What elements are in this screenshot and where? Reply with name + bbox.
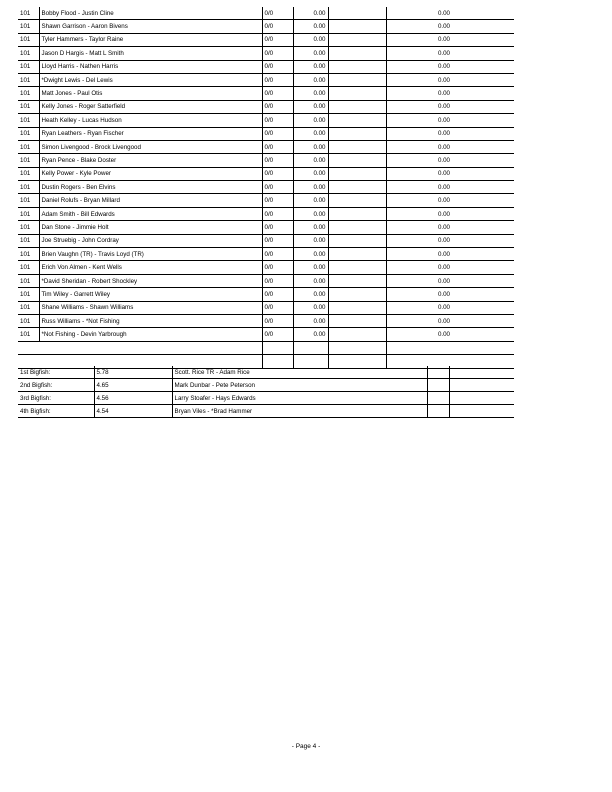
bigfish-label: 4th Bigfish: <box>18 405 94 418</box>
weight-cell: 0.00 <box>293 33 328 46</box>
winnings-cell: 0.00 <box>386 167 514 180</box>
place-cell: 101 <box>18 73 39 86</box>
winnings-cell: 0.00 <box>386 60 514 73</box>
fish-count-cell: 0/0 <box>262 47 293 60</box>
winnings-cell: 0.00 <box>386 127 514 140</box>
blank-cell <box>449 366 514 379</box>
blank-cell <box>328 127 386 140</box>
blank-cell <box>262 341 293 354</box>
winnings-cell: 0.00 <box>386 221 514 234</box>
place-cell: 101 <box>18 167 39 180</box>
team-cell: *Dwight Lewis - Del Lewis <box>39 73 262 86</box>
place-cell: 101 <box>18 274 39 287</box>
winnings-cell: 0.00 <box>386 328 514 341</box>
fish-count-cell: 0/0 <box>262 60 293 73</box>
place-cell: 101 <box>18 288 39 301</box>
blank-cell <box>328 33 386 46</box>
fish-count-cell: 0/0 <box>262 194 293 207</box>
table-row <box>18 288 514 301</box>
team-cell: Joe Struebig - John Cordray <box>39 234 262 247</box>
weight-cell: 0.00 <box>293 167 328 180</box>
winnings-cell: 0.00 <box>386 234 514 247</box>
weight-cell: 0.00 <box>293 154 328 167</box>
team-cell: Kelly Power - Kyle Power <box>39 167 262 180</box>
table-row <box>18 20 514 33</box>
table-row <box>18 301 514 314</box>
fish-count-cell: 0/0 <box>262 301 293 314</box>
fish-count-cell: 0/0 <box>262 100 293 113</box>
bigfish-label: 1st Bigfish: <box>18 366 94 379</box>
table-row <box>18 207 514 220</box>
place-cell: 101 <box>18 140 39 153</box>
fish-count-cell: 0/0 <box>262 181 293 194</box>
place-cell: 101 <box>18 20 39 33</box>
winnings-cell: 0.00 <box>386 207 514 220</box>
table-row <box>18 87 514 100</box>
blank-cell <box>328 140 386 153</box>
weight-cell: 0.00 <box>293 127 328 140</box>
blank-cell <box>328 47 386 60</box>
team-cell: Shawn Garrison - Aaron Bivens <box>39 20 262 33</box>
table-row <box>18 194 514 207</box>
blank-cell <box>328 154 386 167</box>
weight-cell: 0.00 <box>293 328 328 341</box>
blank-cell <box>328 100 386 113</box>
fish-count-cell: 0/0 <box>262 7 293 20</box>
winnings-cell: 0.00 <box>386 87 514 100</box>
winnings-cell: 0.00 <box>386 261 514 274</box>
winnings-cell: 0.00 <box>386 314 514 327</box>
fish-count-cell: 0/0 <box>262 154 293 167</box>
winnings-cell: 0.00 <box>386 7 514 20</box>
results-table <box>18 7 514 369</box>
blank-cell <box>18 341 39 354</box>
blank-cell <box>427 379 449 392</box>
bigfish-weight: 4.65 <box>94 379 172 392</box>
fish-count-cell: 0/0 <box>262 33 293 46</box>
weight-cell: 0.00 <box>293 207 328 220</box>
fish-count-cell: 0/0 <box>262 140 293 153</box>
blank-cell <box>328 341 386 354</box>
place-cell: 101 <box>18 261 39 274</box>
team-cell: Ryan Pence - Blake Doster <box>39 154 262 167</box>
blank-cell <box>328 274 386 287</box>
table-row <box>18 234 514 247</box>
blank-cell <box>328 248 386 261</box>
blank-cell <box>427 366 449 379</box>
fish-count-cell: 0/0 <box>262 314 293 327</box>
fish-count-cell: 0/0 <box>262 248 293 261</box>
weight-cell: 0.00 <box>293 314 328 327</box>
blank-cell <box>39 341 262 354</box>
team-cell: Erich Von Almen - Kent Wells <box>39 261 262 274</box>
blank-cell <box>328 207 386 220</box>
place-cell: 101 <box>18 7 39 20</box>
fish-count-cell: 0/0 <box>262 234 293 247</box>
table-row <box>18 140 514 153</box>
place-cell: 101 <box>18 33 39 46</box>
blank-cell <box>328 87 386 100</box>
bigfish-team: Bryan Viles - *Brad Hammer <box>172 405 427 418</box>
fish-count-cell: 0/0 <box>262 207 293 220</box>
winnings-cell: 0.00 <box>386 20 514 33</box>
table-row <box>18 261 514 274</box>
weight-cell: 0.00 <box>293 7 328 20</box>
place-cell: 101 <box>18 234 39 247</box>
blank-cell <box>328 167 386 180</box>
team-cell: Brien Vaughn (TR) - Travis Loyd (TR) <box>39 248 262 261</box>
blank-cell <box>328 7 386 20</box>
blank-cell <box>328 288 386 301</box>
place-cell: 101 <box>18 47 39 60</box>
team-cell: Kelly Jones - Roger Satterfield <box>39 100 262 113</box>
weight-cell: 0.00 <box>293 248 328 261</box>
table-row <box>18 167 514 180</box>
winnings-cell: 0.00 <box>386 100 514 113</box>
winnings-cell: 0.00 <box>386 140 514 153</box>
place-cell: 101 <box>18 314 39 327</box>
team-cell: Tim Wiley - Garrett Wiley <box>39 288 262 301</box>
team-cell: Russ Williams - *Not Fishing <box>39 314 262 327</box>
bigfish-label: 2nd Bigfish: <box>18 379 94 392</box>
winnings-cell: 0.00 <box>386 154 514 167</box>
fish-count-cell: 0/0 <box>262 167 293 180</box>
weight-cell: 0.00 <box>293 114 328 127</box>
blank-cell <box>328 314 386 327</box>
weight-cell: 0.00 <box>293 221 328 234</box>
bigfish-row <box>18 392 514 405</box>
fish-count-cell: 0/0 <box>262 73 293 86</box>
blank-cell <box>427 392 449 405</box>
winnings-cell: 0.00 <box>386 288 514 301</box>
table-row <box>18 127 514 140</box>
weight-cell: 0.00 <box>293 20 328 33</box>
weight-cell: 0.00 <box>293 47 328 60</box>
weight-cell: 0.00 <box>293 181 328 194</box>
weight-cell: 0.00 <box>293 301 328 314</box>
place-cell: 101 <box>18 87 39 100</box>
bigfish-team: Larry Stoafer - Hays Edwards <box>172 392 427 405</box>
weight-cell: 0.00 <box>293 87 328 100</box>
team-cell: Bobby Flood - Justin Cline <box>39 7 262 20</box>
team-cell: Matt Jones - Paul Otis <box>39 87 262 100</box>
blank-cell <box>328 73 386 86</box>
winnings-cell: 0.00 <box>386 274 514 287</box>
table-row <box>18 154 514 167</box>
team-cell: Shane Williams - Shawn Williams <box>39 301 262 314</box>
winnings-cell: 0.00 <box>386 248 514 261</box>
blank-cell <box>328 261 386 274</box>
fish-count-cell: 0/0 <box>262 328 293 341</box>
table-row <box>18 274 514 287</box>
weight-cell: 0.00 <box>293 100 328 113</box>
blank-cell <box>293 341 328 354</box>
bigfish-team: Scott. Rice TR - Adam Rice <box>172 366 427 379</box>
bigfish-label: 3rd Bigfish: <box>18 392 94 405</box>
place-cell: 101 <box>18 100 39 113</box>
winnings-cell: 0.00 <box>386 301 514 314</box>
weight-cell: 0.00 <box>293 140 328 153</box>
winnings-cell: 0.00 <box>386 194 514 207</box>
place-cell: 101 <box>18 301 39 314</box>
table-row <box>18 114 514 127</box>
fish-count-cell: 0/0 <box>262 288 293 301</box>
table-row <box>18 314 514 327</box>
team-cell: Daniel Rolufs - Bryan Millard <box>39 194 262 207</box>
fish-count-cell: 0/0 <box>262 127 293 140</box>
weight-cell: 0.00 <box>293 73 328 86</box>
fish-count-cell: 0/0 <box>262 261 293 274</box>
team-cell: Dan Stone - Jimmie Holt <box>39 221 262 234</box>
place-cell: 101 <box>18 207 39 220</box>
blank-cell <box>427 405 449 418</box>
blank-cell <box>449 379 514 392</box>
team-cell: Adam Smith - Bill Edwards <box>39 207 262 220</box>
place-cell: 101 <box>18 248 39 261</box>
team-cell: Jason D Hargis - Matt L Smith <box>39 47 262 60</box>
winnings-cell: 0.00 <box>386 73 514 86</box>
place-cell: 101 <box>18 328 39 341</box>
place-cell: 101 <box>18 114 39 127</box>
blank-cell <box>328 20 386 33</box>
winnings-cell: 0.00 <box>386 33 514 46</box>
bigfish-row <box>18 366 514 379</box>
blank-cell <box>449 405 514 418</box>
place-cell: 101 <box>18 221 39 234</box>
blank-cell <box>328 234 386 247</box>
team-cell: Ryan Leathers - Ryan Fischer <box>39 127 262 140</box>
fish-count-cell: 0/0 <box>262 221 293 234</box>
bigfish-weight: 5.78 <box>94 366 172 379</box>
blank-cell <box>328 60 386 73</box>
table-row <box>18 47 514 60</box>
table-row <box>18 73 514 86</box>
team-cell: *Not Fishing - Devin Yarbrough <box>39 328 262 341</box>
place-cell: 101 <box>18 181 39 194</box>
weight-cell: 0.00 <box>293 261 328 274</box>
results-body <box>18 7 514 368</box>
winnings-cell: 0.00 <box>386 181 514 194</box>
fish-count-cell: 0/0 <box>262 114 293 127</box>
bigfish-team: Mark Dunbar - Pete Peterson <box>172 379 427 392</box>
bigfish-table <box>18 366 514 418</box>
fish-count-cell: 0/0 <box>262 87 293 100</box>
table-row <box>18 328 514 341</box>
bigfish-row <box>18 379 514 392</box>
page-number: - Page 4 - <box>291 743 321 750</box>
team-cell: Lloyd Harris - Nathen Harris <box>39 60 262 73</box>
place-cell: 101 <box>18 60 39 73</box>
weight-cell: 0.00 <box>293 288 328 301</box>
blank-cell <box>449 392 514 405</box>
winnings-cell: 0.00 <box>386 47 514 60</box>
blank-cell <box>328 114 386 127</box>
table-row <box>18 221 514 234</box>
team-cell: Dustin Rogers - Ben Elvins <box>39 181 262 194</box>
blank-cell <box>328 221 386 234</box>
fish-count-cell: 0/0 <box>262 20 293 33</box>
blank-cell <box>328 194 386 207</box>
blank-cell <box>328 181 386 194</box>
bigfish-row <box>18 405 514 418</box>
team-cell: Tyler Hammers - Taylor Raine <box>39 33 262 46</box>
bigfish-body <box>18 366 514 418</box>
blank-cell <box>328 328 386 341</box>
weight-cell: 0.00 <box>293 194 328 207</box>
table-row <box>18 33 514 46</box>
blank-cell <box>328 301 386 314</box>
table-row <box>18 7 514 20</box>
team-cell: Heath Kelley - Lucas Hudson <box>39 114 262 127</box>
bigfish-weight: 4.54 <box>94 405 172 418</box>
fish-count-cell: 0/0 <box>262 274 293 287</box>
bigfish-weight: 4.56 <box>94 392 172 405</box>
table-row <box>18 181 514 194</box>
place-cell: 101 <box>18 127 39 140</box>
table-row <box>18 100 514 113</box>
table-row <box>18 60 514 73</box>
team-cell: *David Sheridan - Robert Shockley <box>39 274 262 287</box>
weight-cell: 0.00 <box>293 60 328 73</box>
blank-row <box>18 341 514 354</box>
table-row <box>18 248 514 261</box>
team-cell: Simon Livengood - Brock Livengood <box>39 140 262 153</box>
weight-cell: 0.00 <box>293 274 328 287</box>
place-cell: 101 <box>18 194 39 207</box>
blank-cell <box>386 341 514 354</box>
winnings-cell: 0.00 <box>386 114 514 127</box>
place-cell: 101 <box>18 154 39 167</box>
weight-cell: 0.00 <box>293 234 328 247</box>
